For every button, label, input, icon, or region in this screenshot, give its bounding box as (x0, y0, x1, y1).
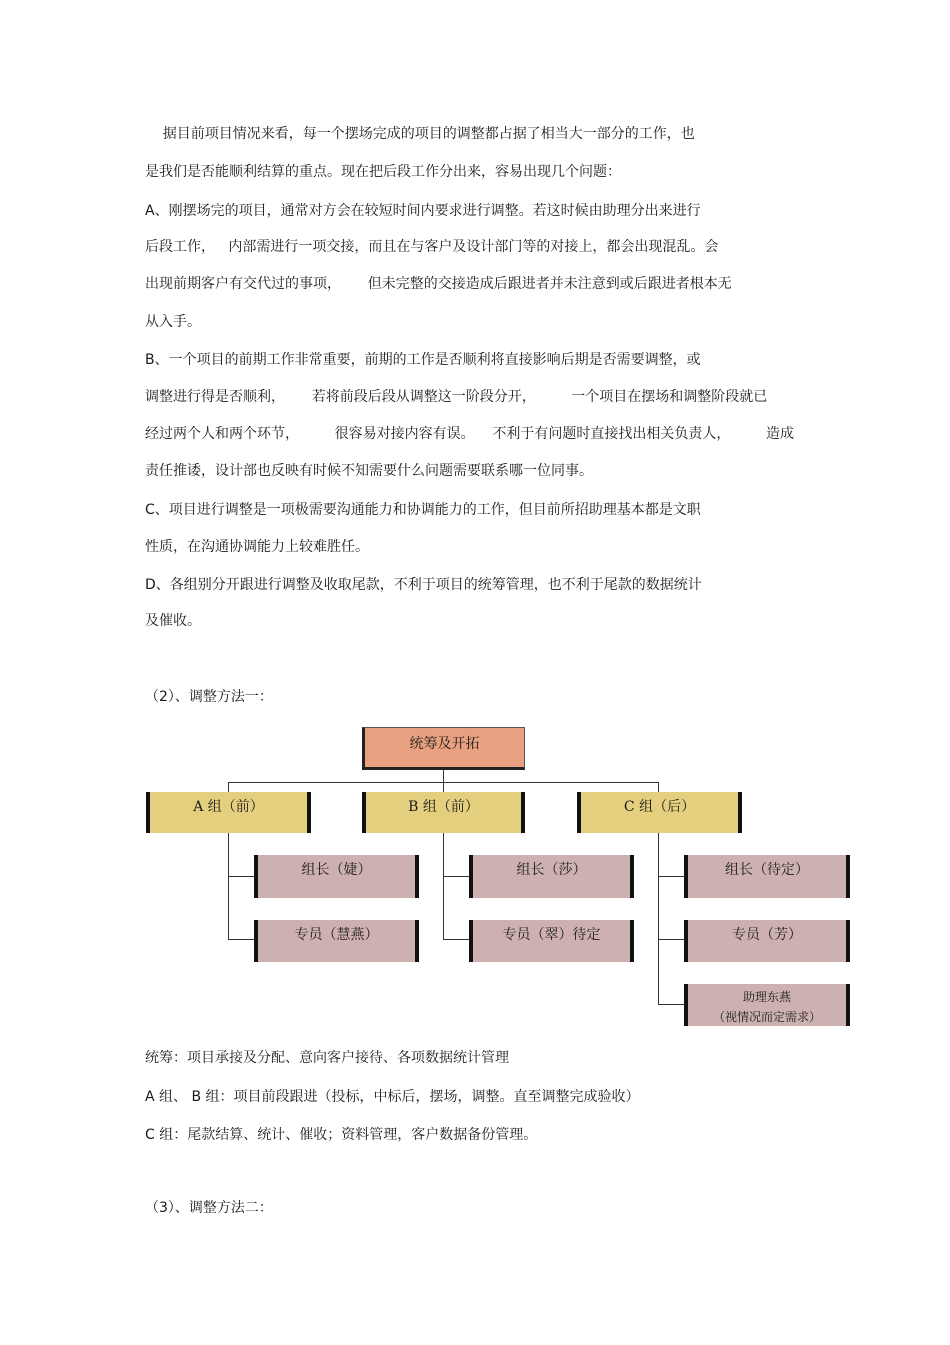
section-2-heading: （2）、调整方法一： (145, 689, 273, 705)
paragraph-line: 调整进行得是否顺利， 若将前段后段从调整这一阶段分开， 一个项目在摆场和调整阶段就已 (145, 389, 768, 405)
org-top-label: 统筹及开拓 (409, 736, 480, 752)
org-a-staff-label: 专员（慧燕） (294, 927, 379, 943)
org-c-assistant (684, 984, 850, 1026)
org-top-box (362, 727, 525, 770)
org-c-staff-label: 专员（芳） (732, 927, 802, 943)
note-line: 统筹：项目承接及分配、意向客户接待、各项数据统计管理 (145, 1050, 509, 1066)
org-b-leader (469, 855, 634, 898)
org-a-leader (254, 855, 419, 898)
org-group-a-label: A 组（前） (193, 799, 264, 815)
org-c-leader (684, 855, 850, 898)
paragraph-line: 据目前项目情况来看，每一个摆场完成的项目的调整都占据了相当大一部分的工作，也 (145, 126, 695, 142)
org-group-c-label: C 组（后） (623, 799, 696, 815)
paragraph-line: A、刚摆场完的项目，通常对方会在较短时间内要求进行调整。若这时候由助理分出来进行 (145, 203, 701, 219)
org-b-staff-label: 专员（翠）待定 (502, 927, 601, 943)
note-line: C 组：尾款结算、统计、催收；资料管理，客户数据备份管理。 (145, 1127, 538, 1143)
paragraph-line: D、各组别分开跟进行调整及收取尾款，不利于项目的统筹管理，也不利于尾款的数据统计 (145, 577, 702, 593)
org-group-b-label: B 组（前） (408, 799, 479, 815)
org-b-leader-label: 组长（莎） (516, 862, 587, 878)
org-group-a (146, 792, 311, 833)
section-3-heading: （3）、调整方法二： (145, 1200, 273, 1216)
org-a-leader-label: 组长（婕） (301, 862, 372, 878)
org-a-staff (254, 920, 419, 962)
paragraph-line: 后段工作， 内部需进行一项交接，而且在与客户及设计部门等的对接上，都会出现混乱。会 (145, 239, 719, 255)
org-group-c (577, 792, 742, 833)
paragraph-line: 出现前期客户有交代过的事项， 但未完整的交接造成后跟进者并未注意到或后跟进者根本无 (145, 276, 732, 292)
paragraph-line: 及催收。 (145, 613, 201, 629)
org-c-staff (684, 920, 850, 962)
paragraph-line: 经过两个人和两个环节， 很容易对接内容有误。 不利于有问题时直接找出相关负责人， 造成 (145, 426, 795, 442)
org-c-leader-label: 组长（待定） (725, 862, 809, 878)
paragraph-line: C、项目进行调整是一项极需要沟通能力和协调能力的工作，但目前所招助理基本都是文职 (145, 502, 701, 518)
org-group-b (362, 792, 525, 833)
paragraph-line: 从入手。 (145, 314, 201, 330)
org-c-assistant-note: （视情况而定需求） (712, 1010, 821, 1024)
org-b-staff (469, 920, 634, 962)
paragraph-line: 性质，在沟通协调能力上较难胜任。 (145, 539, 369, 555)
org-c-assistant-name: 助理东燕 (742, 990, 791, 1004)
paragraph-line: 是我们是否能顺利结算的重点。现在把后段工作分出来，容易出现几个问题： (145, 164, 621, 180)
note-line: A 组、 B 组：项目前段跟进（投标，中标后，摆场，调整。直至调整完成验收） (145, 1089, 640, 1105)
paragraph-line: B、一个项目的前期工作非常重要，前期的工作是否顺利将直接影响后期是否需要调整，或 (145, 352, 701, 368)
paragraph-line: 责任推诿，设计部也反映有时候不知需要什么问题需要联系哪一位同事。 (145, 463, 593, 479)
